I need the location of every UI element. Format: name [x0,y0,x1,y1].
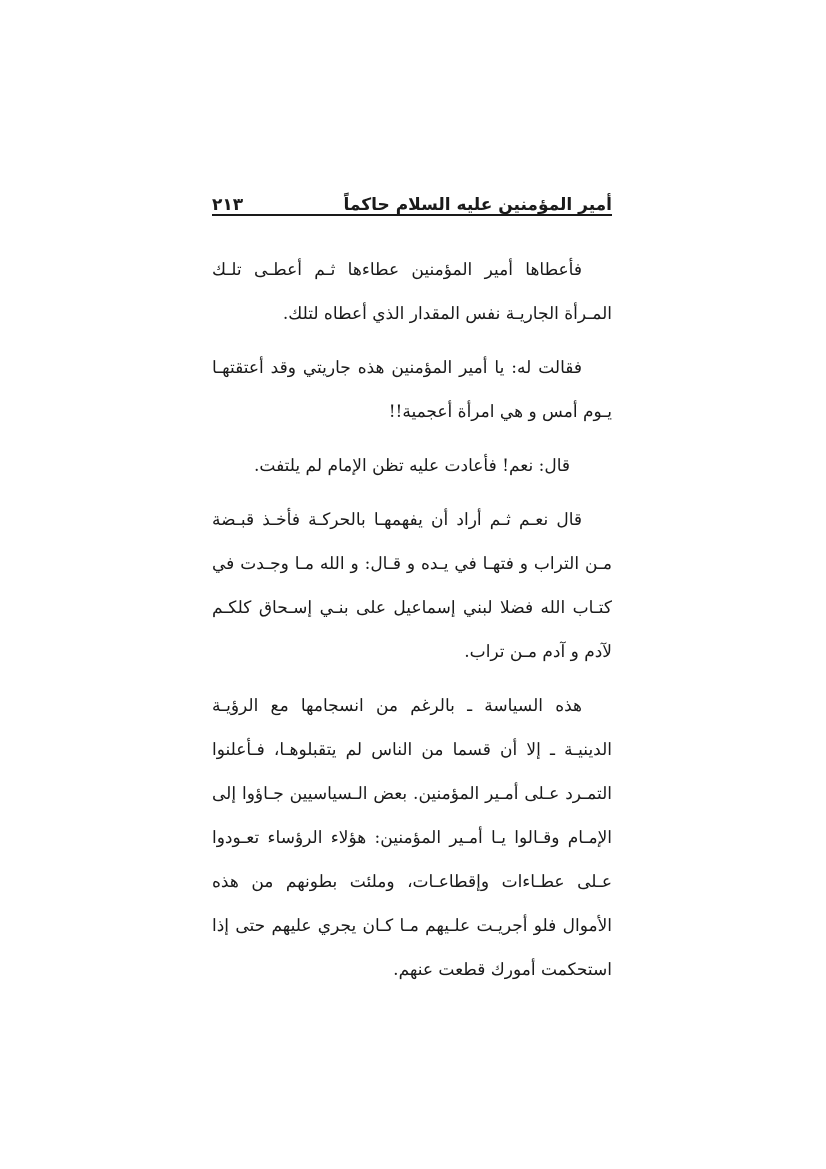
running-header-title: أمير المؤمنين عليه السلام حاكماً [343,195,612,215]
paragraph: قال نعـم ثـم أراد أن يفهمهـا بالحركـة فأخـذ قبـضة مـن التراب و فتهـا في يـده و قـال: و الله مـا وجـدت في كتـاب الله فضلا لبني إسماعيل على بنـي إسـحاق كلكـم لآدم و آدم مـن تراب. [212,510,612,662]
paragraph: فأعطاها أمير المؤمنين عطاءها ثـم أعطـى تلـك المـرأة الجاريـة نفس المقدار الذي أعطاه لتلك. [212,260,612,324]
paragraph: قال: نعم! فأعادت عليه تظن الإمام لم يلتفت. [253,456,571,476]
paragraph: فقالت له: يا أمير المؤمنين هذه جاريتي وقد أعتقتهـا يـوم أمس و هي امرأة أعجمية!! [212,358,612,422]
page-number: ٢١٣ [212,195,244,215]
header-rule [212,214,612,216]
paragraph: هذه السياسة ـ بالرغم من انسجامها مع الرؤيـة الدينيـة ـ إلا أن قسما من الناس لم يتقبلوهـا، فـأعلنوا التمـرد عـلى أمـير المؤمنين. بعض الـسياسيين جـاؤوا إلى الإمـام وقـالوا يـا أمـير المؤمنين: هؤلاء الرؤساء تعـودوا عـلى عطـاءات وإقطاعـات، وملئت بطونهم من هذه الأموال فلو أجريـت علـيهم مـا كـان يجري عليهم حتى إذا استحكمت أمورك قطعت عنهم. [212,696,612,980]
page-body [212,248,612,1002]
running-header [212,184,612,216]
